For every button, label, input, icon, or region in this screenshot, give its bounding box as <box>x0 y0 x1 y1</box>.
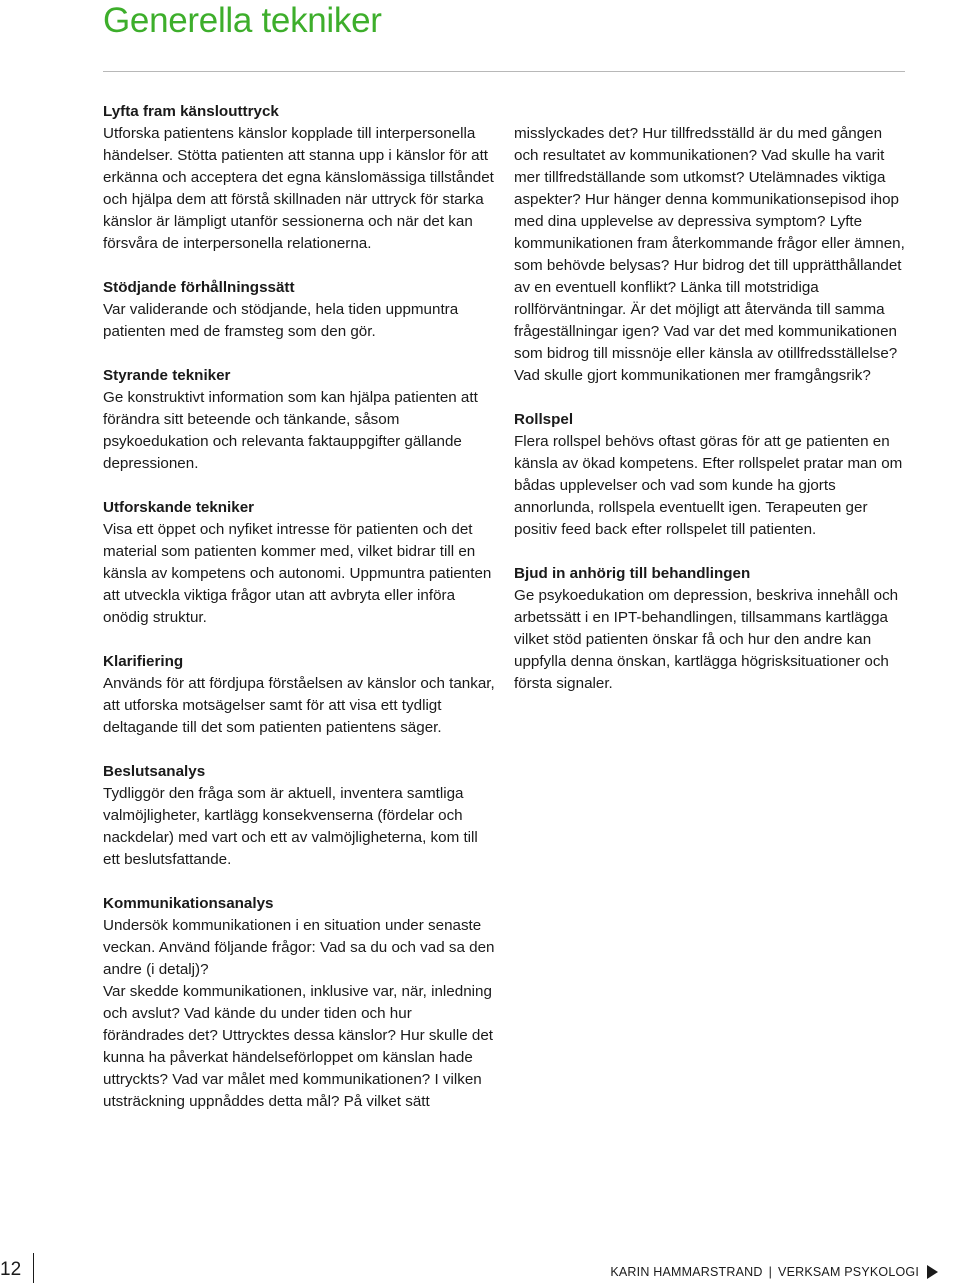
section-body: Undersök kommunikationen i en situation under senaste veckan. Använd följande frågor: Vad sa du och vad sa den andre (i detalj)? <box>103 917 495 978</box>
footer-separator: | <box>768 1265 773 1279</box>
section-heading: Kommunikationsanalys <box>103 895 274 912</box>
left-column <box>103 101 496 1135</box>
page-number-divider <box>33 1253 34 1283</box>
section-heading: Utforskande tekniker <box>103 499 255 516</box>
section-lyfta-fram <box>103 101 496 255</box>
right-column <box>514 123 907 717</box>
next-page-arrow-icon <box>927 1265 938 1279</box>
section-heading: Stödjande förhållningssätt <box>103 279 295 296</box>
section-body: Används för att fördjupa förståelsen av känslor och tankar, att utforska motsägelser samt för att visa ett tydligt deltagande till det som patienten patientens säger. <box>103 675 495 736</box>
section-body: Tydliggör den fråga som är aktuell, inventera samtliga valmöjligheter, kartlägg konsekvenserna (fördelar och nackdelar) med vart och ett av valmöjligheterna, kom till ett beslutsfattande. <box>103 785 478 868</box>
footer-author: KARIN HAMMARSTRAND <box>610 1265 763 1279</box>
section-body: Flera rollspel behövs oftast göras för att ge patienten en känsla av ökad kompetens. Efter rollspelet pratar man om bådas upplevelser och vad som kunde ha gjorts annorlunda, rollspela eventuellt igen. Terapeuten ger positiv feed back efter rollspelet till patienten. <box>514 433 903 538</box>
section-rollspel <box>514 409 907 541</box>
section-klarifiering <box>103 651 496 739</box>
section-heading: Beslutsanalys <box>103 763 206 780</box>
page-number: 12 <box>0 1259 22 1280</box>
section-body: Visa ett öppet och nyfiket intresse för patienten och det material som patienten kommer med, vilket bidrar till en känsla av kompetens och autonomi. Uppmuntra patienten att utveckla viktiga frågor utan att avbryta eller införa onödig struktur. <box>103 521 492 626</box>
section-body: Ge psykoedukation om depression, beskriva innehåll och arbetssätt i en IPT-behandlingen, tillsammans kartlägga vilket stöd patienten önskar få och hur den andre kan uppfylla denna önskan, kartlägga högrisksituationer och första signaler. <box>514 587 899 692</box>
section-utforskande <box>103 497 496 629</box>
section-styrande <box>103 365 496 475</box>
continued-paragraph <box>514 123 907 387</box>
section-heading: Styrande tekniker <box>103 367 231 384</box>
section-heading: Lyfta fram känslouttryck <box>103 103 279 120</box>
section-heading: Rollspel <box>514 411 574 428</box>
section-heading: Bjud in anhörig till behandlingen <box>514 565 751 582</box>
section-body: misslyckades det? Hur tillfredsställd är du med gången och resultatet av kommunikationen? Vad skulle ha varit mer tillfredställande som utkomst? Utelämnades viktiga aspekter? Hur hänger denna kommunikationsepisod ihop med dina upplevelse av depressiva symptom? Lyfte kommunikationen fram återkommande frågor eller ämnen, som behövde belysas? Hur bidrog det till upprätthållandet av en eventuell konflikt? Länka till motstridiga rollförväntningar. Är det möjligt att återvända till samma frågeställningar igen? Vad var det med kommunikationen som bidrog till missnöje eller känsla av otillfredsställelse? Vad skulle gjort kommunikationen mer framgångsrik? <box>514 125 905 384</box>
section-stodjande <box>103 277 496 343</box>
running-footer <box>610 1264 938 1280</box>
section-beslutsanalys <box>103 761 496 871</box>
section-body: Ge konstruktivt information som kan hjälpa patienten att förändra sitt beteende och tänkande, såsom psykoedukation och relevanta faktauppgifter gällande depressionen. <box>103 389 478 472</box>
page-title: Generella tekniker <box>103 1 382 40</box>
section-kommunikationsanalys <box>103 893 496 1113</box>
section-heading: Klarifiering <box>103 653 184 670</box>
title-divider <box>103 71 905 72</box>
section-body-continued: Var skedde kommunikationen, inklusive var, när, inledning och avslut? Vad kände du under tiden och hur förändrades det? Uttrycktes dessa känslor? Hur skulle det kunna ha påverkat händelseförloppet om känslan hade uttryckts? Vad var målet med kommunikationen? I vilken utsträckning uppnåddes detta mål? På vilket sätt <box>103 983 494 1110</box>
section-body: Var validerande och stödjande, hela tiden uppmuntra patienten med de framsteg som den gör. <box>103 301 459 340</box>
footer-publication: VERKSAM PSYKOLOGI <box>778 1265 919 1279</box>
section-bjud-in <box>514 563 907 695</box>
section-body: Utforska patientens känslor kopplade till interpersonella händelser. Stötta patienten att stanna upp i känslor för att erkänna och acceptera det egna känslomässiga tillståndet och hjälpa dem att förstå skillnaden när uttryck för starka känslor är lämpligt utanför sessionerna och när det kan försvåra de interpersonella relationerna. <box>103 125 494 252</box>
